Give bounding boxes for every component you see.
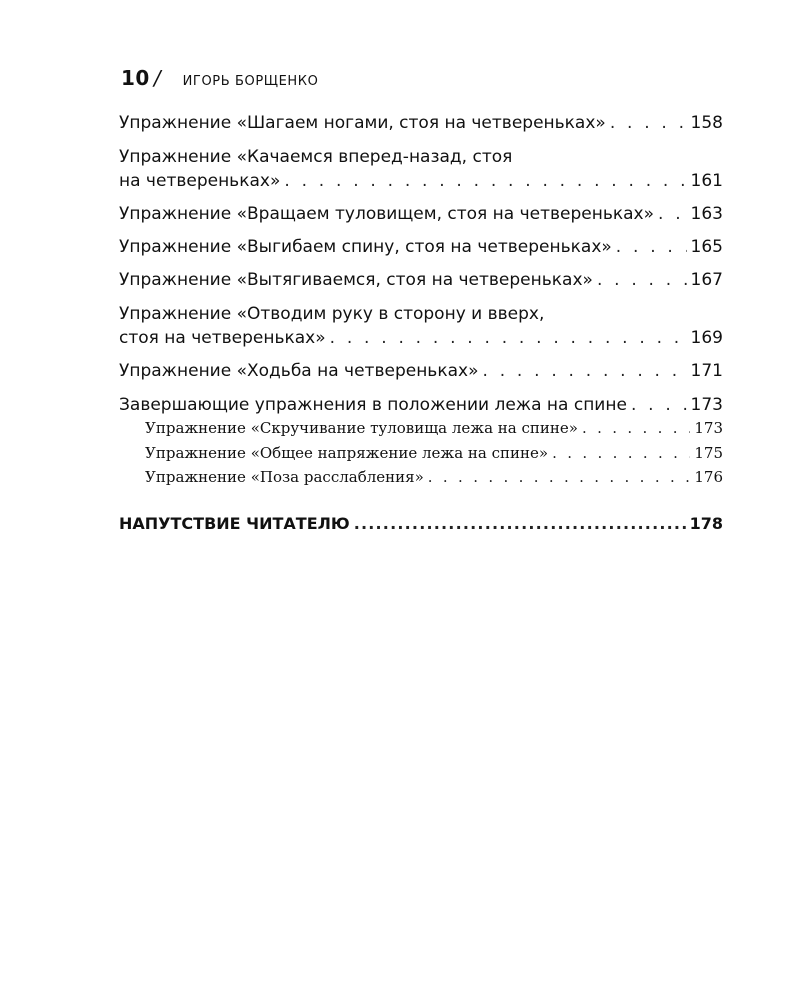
toc-entry-title-line1: Упражнение «Качаемся вперед-назад, стоя	[119, 147, 513, 167]
dot-leader	[428, 467, 691, 487]
running-header	[121, 66, 318, 90]
toc-entry-title: стоя на четвереньках»	[119, 328, 326, 348]
toc-final-page: 178	[689, 514, 723, 533]
toc-sub-entry[interactable]	[145, 443, 723, 463]
dot-leader	[330, 326, 687, 350]
toc-entry-title: на четвереньках»	[119, 171, 281, 191]
toc-sub-entry-title: Упражнение «Общее напряжение лежа на спине»	[145, 444, 549, 462]
toc-entry-page: 173	[690, 395, 723, 415]
toc-entry-page: 163	[690, 204, 723, 224]
toc-entry-page: 158	[690, 113, 723, 133]
toc-entry-title: Упражнение «Вращаем туловищем, стоя на четвереньках»	[119, 204, 655, 224]
dot-leader	[482, 359, 686, 383]
dot-leader	[631, 393, 687, 417]
toc-entry[interactable]	[119, 359, 723, 383]
toc-entry[interactable]	[119, 268, 723, 292]
header-slash: /	[153, 66, 161, 90]
toc-entry-title-line1: Упражнение «Отводим руку в сторону и вверх,	[119, 304, 545, 324]
dot-leader	[552, 443, 690, 463]
dot-leader	[610, 111, 687, 135]
toc-entry-title: Упражнение «Вытягиваемся, стоя на четвереньках»	[119, 270, 593, 290]
author-name: ИГОРЬ БОРЩЕНКО	[182, 74, 319, 89]
toc-final-entry[interactable]	[119, 513, 723, 535]
toc-entry-page: 171	[690, 361, 723, 381]
toc-entry-title: Упражнение «Шагаем ногами, стоя на четвереньках»	[119, 113, 606, 133]
toc-entry-title: Упражнение «Ходьба на четвереньках»	[119, 361, 479, 381]
toc-entry[interactable]	[119, 145, 723, 193]
dot-leader	[284, 169, 686, 193]
toc-entry[interactable]	[119, 302, 723, 350]
toc-entry-page: 165	[690, 237, 723, 257]
dot-leader	[582, 418, 690, 438]
toc-sub-entry[interactable]	[145, 418, 723, 438]
toc-sub-entry-page: 175	[694, 444, 723, 462]
toc-sub-entry-title: Упражнение «Поза расслабления»	[145, 468, 424, 486]
toc-entry-page: 169	[690, 328, 723, 348]
toc-entry-page: 167	[690, 270, 723, 290]
toc-entry-page: 161	[690, 171, 723, 191]
toc-sub-entry[interactable]	[145, 467, 723, 487]
dot-leader	[658, 202, 687, 226]
toc-entry[interactable]	[119, 202, 723, 226]
page-number: 10	[121, 66, 150, 90]
toc-entry[interactable]	[119, 111, 723, 135]
toc-section-entry[interactable]	[119, 393, 723, 417]
dot-leader	[597, 268, 687, 292]
dot-leader	[354, 513, 686, 535]
toc-entry-title: Упражнение «Выгибаем спину, стоя на четвереньках»	[119, 237, 612, 257]
toc-sub-entry-page: 176	[694, 468, 723, 486]
toc-sub-entry-page: 173	[694, 419, 723, 437]
dot-leader	[616, 235, 687, 259]
toc-sub-entry-title: Упражнение «Скручивание туловища лежа на спине»	[145, 419, 578, 437]
toc-final-title: НАПУТСТВИЕ ЧИТАТЕЛЮ	[119, 514, 350, 533]
toc-entry-title: Завершающие упражнения в положении лежа на спине	[119, 395, 627, 415]
toc-entry[interactable]	[119, 235, 723, 259]
